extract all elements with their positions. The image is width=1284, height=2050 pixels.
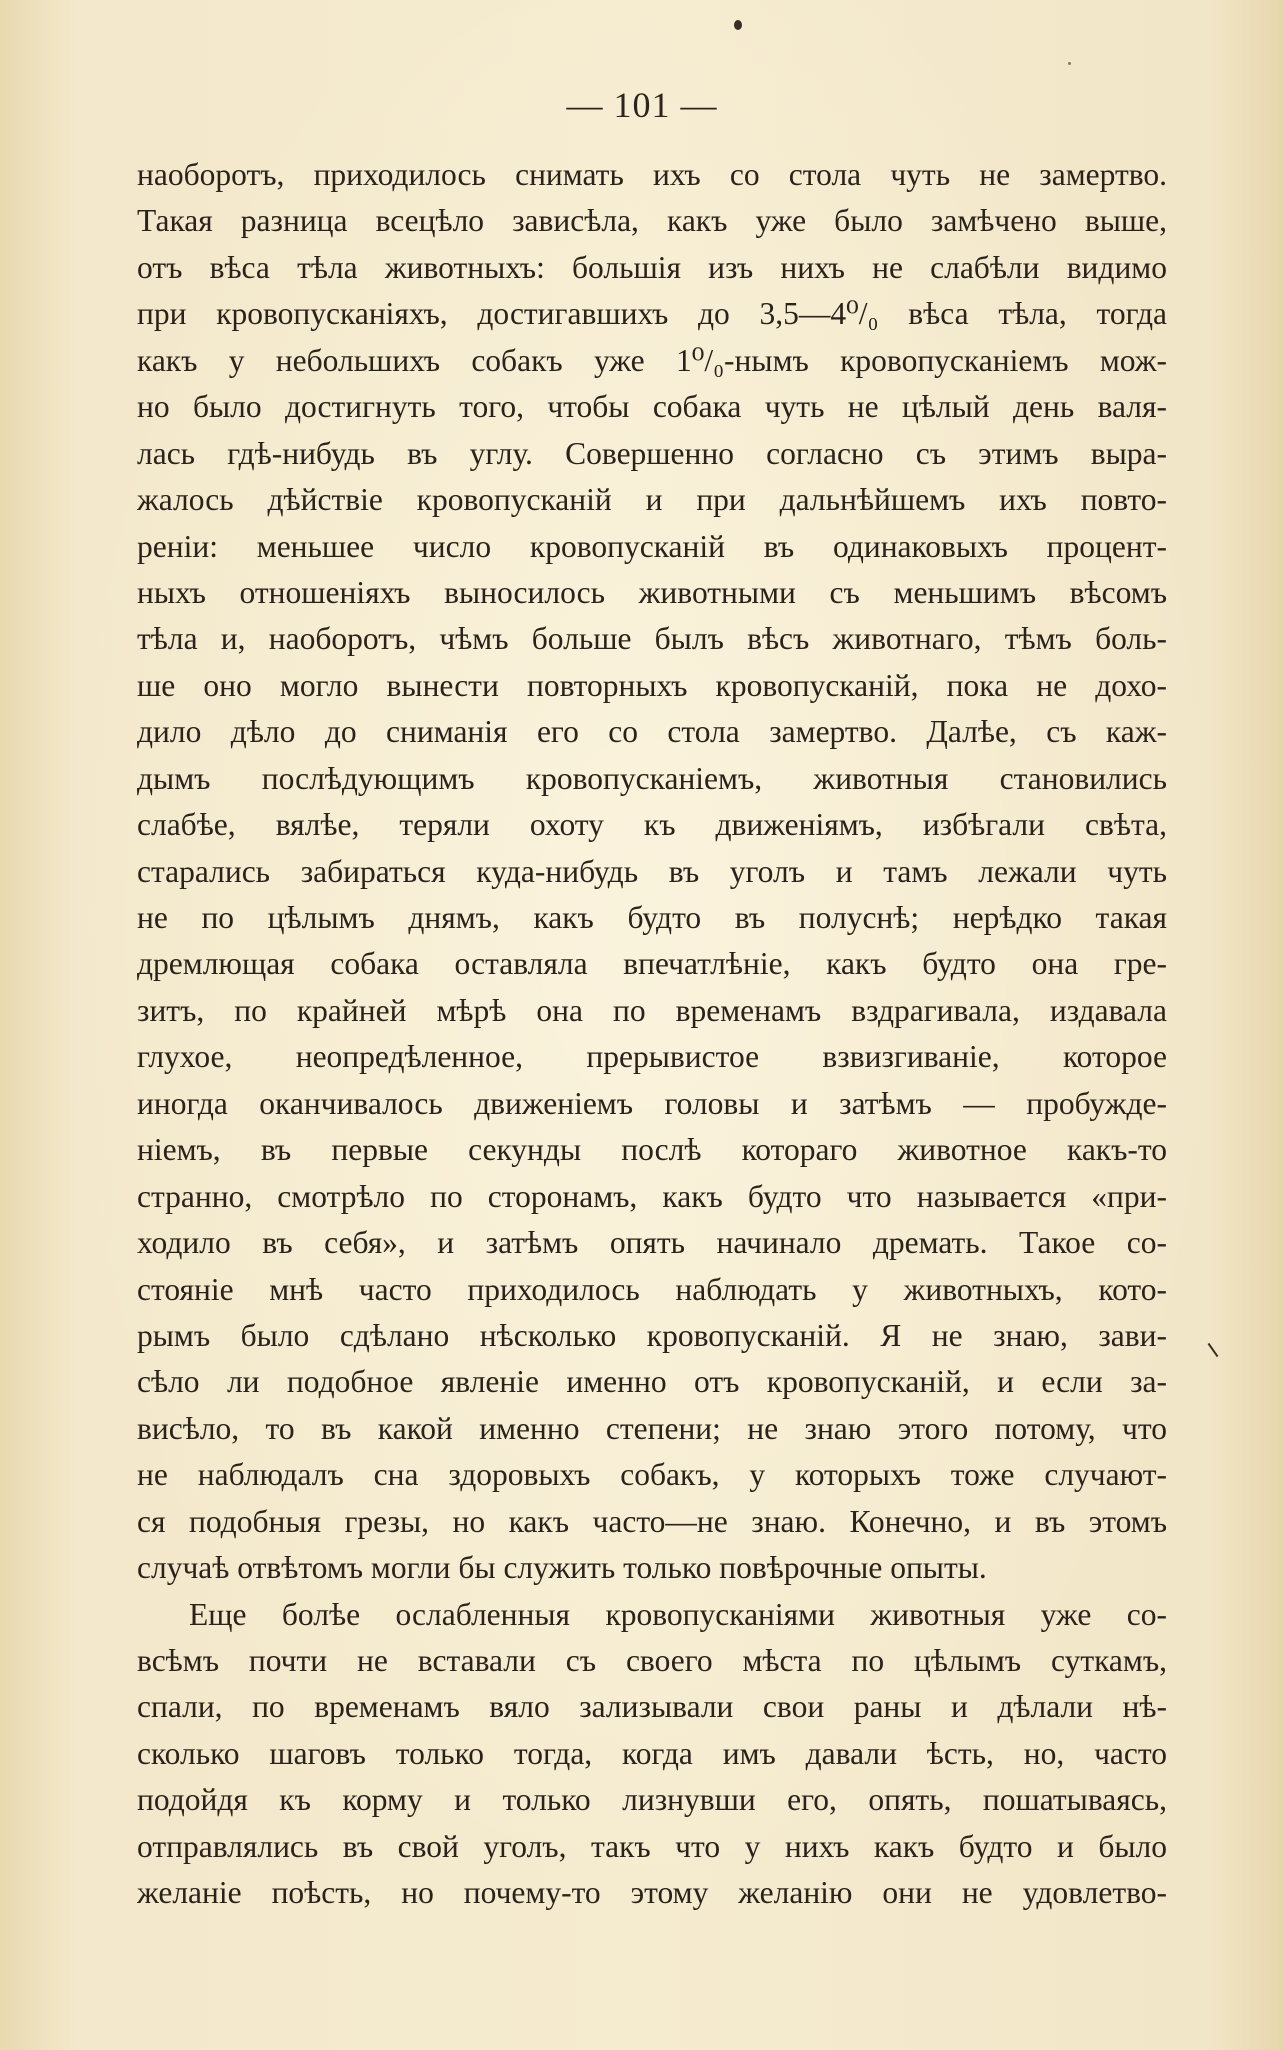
ink-speck: [734, 20, 742, 30]
text-line: тѣла и, наоборотъ, чѣмъ больше былъ вѣсъ животнаго, тѣмъ боль-: [137, 621, 1167, 657]
text-line: ходило въ себя», и затѣмъ опять начинало дремать. Такое со-: [137, 1225, 1167, 1261]
text-line: подойдя къ корму и только лизнувши его, опять, пошатываясь,: [137, 1782, 1167, 1818]
paragraph-last-line: случаѣ отвѣтомъ могли бы служить только повѣрочные опыты.: [137, 1550, 987, 1586]
text-line: Такая разница всецѣло зависѣла, какъ уже было замѣчено выше,: [137, 203, 1167, 239]
text-line: жалось дѣйствіе кровопусканій и при дальнѣйшемъ ихъ повто-: [137, 482, 1167, 518]
text-line: дремлющая собака оставляла впечатлѣніе, какъ будто она гре-: [137, 946, 1167, 982]
text-line: иногда оканчивалось движеніемъ головы и затѣмъ — пробужде-: [137, 1085, 1167, 1121]
text-line: сколько шаговъ только тогда, когда имъ давали ѣсть, но, часто: [137, 1735, 1167, 1771]
text-line: лась гдѣ-нибудь въ углу. Совершенно согласно съ этимъ выра-: [137, 435, 1167, 471]
text-line: реніи: меньшее число кровопусканій въ одинаковыхъ процент-: [137, 528, 1167, 564]
text-line: наоборотъ, приходилось снимать ихъ со стола чуть не замертво.: [137, 157, 1167, 192]
text-line: но было достигнуть того, чтобы собака чуть не цѣлый день валя-: [137, 389, 1167, 425]
text-line: слабѣе, вялѣе, теряли охоту къ движеніямъ, избѣгали свѣта,: [137, 807, 1167, 843]
text-line: отправлялись въ свой уголъ, такъ что у нихъ какъ будто и было: [137, 1828, 1167, 1864]
text-line: дило дѣло до сниманія его со стола замертво. Далѣе, съ каж-: [137, 714, 1167, 750]
body-text: [137, 152, 1167, 1917]
text-line: ныхъ отношеніяхъ выносилось животными съ меньшимъ вѣсомъ: [137, 574, 1167, 610]
text-line: стояніе мнѣ часто приходилось наблюдать у животныхъ, кото-: [137, 1271, 1167, 1307]
paper-speck: [1068, 62, 1071, 65]
text-line: старались забираться куда-нибудь въ уголъ и тамъ лежали чуть: [137, 853, 1167, 889]
page-number: — 101 —: [566, 85, 718, 125]
text-line: при кровопусканіяхъ, достигавшихъ до 3,5—4⁰/₀ вѣса тѣла, тогда: [137, 296, 1167, 332]
ink-mark: [1208, 1343, 1219, 1357]
text-line: спали, по временамъ вяло зализывали свои раны и дѣлали нѣ-: [137, 1689, 1167, 1725]
text-line: зитъ, по крайней мѣрѣ она по временамъ вздрагивала, издавала: [137, 992, 1167, 1028]
text-line: висѣло, то въ какой именно степени; не знаю этого потому, что: [137, 1410, 1167, 1446]
text-line: ніемъ, въ первые секунды послѣ котораго животное какъ-то: [137, 1132, 1167, 1168]
text-line: отъ вѣса тѣла животныхъ: большія изъ нихъ не слабѣли видимо: [137, 249, 1167, 285]
text-line: глухое, неопредѣленное, прерывистое взвизгиваніе, которое: [137, 1039, 1167, 1075]
text-line: всѣмъ почти не вставали съ своего мѣста по цѣлымъ суткамъ,: [137, 1643, 1167, 1678]
text-line: желаніе поѣсть, но почему-то этому желанію они не удовлетво-: [137, 1875, 1167, 1911]
text-line: какъ у небольшихъ собакъ уже 1⁰/₀-нымъ кровопусканіемъ мож-: [137, 342, 1167, 378]
text-line: ся подобныя грезы, но какъ часто—не знаю. Конечно, и въ этомъ: [137, 1503, 1167, 1539]
text-line: не наблюдалъ сна здоровыхъ собакъ, у которыхъ тоже случают-: [137, 1457, 1167, 1493]
text-line: странно, смотрѣло по сторонамъ, какъ будто что называется «при-: [137, 1178, 1167, 1214]
text-line: не по цѣлымъ днямъ, какъ будто въ полуснѣ; нерѣдко такая: [137, 900, 1167, 935]
paragraph-first-line: Еще болѣе ослабленныя кровопусканіями животныя уже со-: [189, 1596, 1167, 1632]
text-line: дымъ послѣдующимъ кровопусканіемъ, животныя становились: [137, 760, 1167, 796]
text-line: рымъ было сдѣлано нѣсколько кровопусканій. Я не знаю, зави-: [137, 1317, 1167, 1353]
text-line: сѣло ли подобное явленіе именно отъ кровопусканій, и если за-: [137, 1364, 1167, 1400]
text-line: ше оно могло вынести повторныхъ кровопусканій, пока не дохо-: [137, 667, 1167, 703]
